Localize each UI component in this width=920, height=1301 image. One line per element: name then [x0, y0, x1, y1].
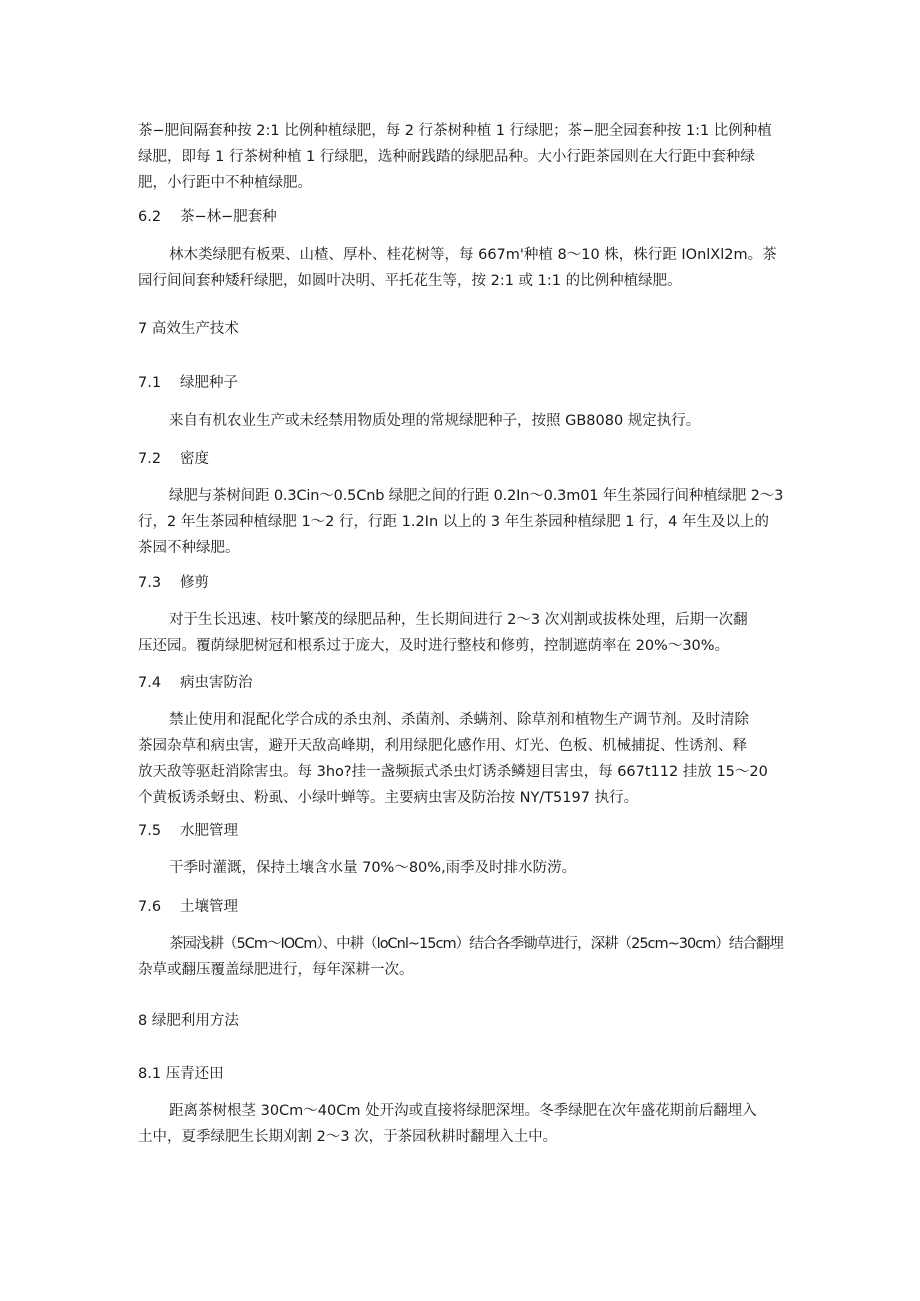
section-title: 土壤管理: [180, 899, 238, 915]
section-title: 茶−林−肥套种: [180, 209, 277, 225]
section-number: 7.4: [138, 675, 162, 691]
chapter-heading-8: 8 绿肥利用方法: [138, 1013, 239, 1029]
text-line: 茶园浅耕（5Cm～IOCm）、中耕（loCnl~15cm）结合各季锄草进行，深耕（25cm~30cm）结合翻埋: [169, 936, 783, 952]
section-number: 7.2: [138, 451, 162, 467]
section-number: 7.1: [138, 375, 162, 391]
text-line: 行，2 年生茶园种植绿肥 1～2 行，行距 1.2In 以上的 3 年生茶园种植绿肥 1 行，4 年生及以上的: [138, 514, 769, 530]
text-line: 林木类绿肥有板栗、山楂、厚朴、桂花树等，每 667m'种植 8～10 株，株行距 IOnlXl2m。茶: [169, 247, 777, 263]
section-number: 6.2: [138, 209, 162, 225]
text-line: 肥，小行距中不种植绿肥。: [138, 175, 312, 191]
section-number: 7.5: [138, 823, 162, 839]
text-line: 土中，夏季绿肥生长期刈割 2～3 次，于茶园秋耕时翻埋入土中。: [138, 1129, 558, 1145]
section-title: 修剪: [180, 575, 209, 591]
text-line: 绿肥，即每 1 行茶树种植 1 行绿肥，选种耐践踏的绿肥品种。大小行距茶园则在大行距中套种绿: [138, 149, 755, 165]
text-line: 对于生长迅速、枝叶繁茂的绿肥品种，生长期间进行 2～3 次刈割或拔株处理，后期一次翻: [169, 612, 748, 628]
text-line: 距离茶树根茎 30Cm～40Cm 处开沟或直接将绿肥深埋。冬季绿肥在次年盛花期前后翻埋入: [169, 1103, 757, 1119]
paragraph-7-2: [138, 483, 783, 561]
paragraph-7-3: [138, 607, 783, 659]
text-line: 绿肥与茶树间距 0.3Cin～0.5Cnb 绿肥之间的行距 0.2In～0.3m01 年生茶园行间种植绿肥 2～3: [169, 488, 784, 504]
text-line: 园行间间套种矮秆绿肥，如圆叶决明、平托花生等，按 2:1 或 1:1 的比例种植绿肥。: [138, 273, 682, 289]
paragraph-8-1: [138, 1098, 783, 1150]
text-line: 压还园。覆荫绿肥树冠和根系过于庞大，及时进行整枝和修剪，控制遮荫率在 20%～30%。: [138, 638, 730, 654]
text-line: 杂草或翻压覆盖绿肥进行，每年深耕一次。: [138, 962, 414, 978]
section-number: 7.3: [138, 575, 162, 591]
section-heading-7-5: [138, 820, 238, 842]
section-heading-8-1: 8.1 压青还田: [138, 1066, 224, 1082]
section-heading-7-4: [138, 672, 253, 694]
section-title: 水肥管理: [180, 823, 238, 839]
section-heading-6-2: [138, 206, 277, 228]
paragraph-7-4: [138, 707, 783, 811]
paragraph-7-5: [138, 855, 783, 881]
section-title: 病虫害防治: [180, 675, 253, 691]
section-title: 绿肥种子: [180, 375, 238, 391]
section-number: 7.6: [138, 899, 162, 915]
text-line: 干季时灌溉，保持土壤含水量 70%～80%,雨季及时排水防涝。: [169, 860, 577, 876]
section-heading-7-1: [138, 372, 238, 394]
paragraph-6-2: [138, 242, 783, 294]
chapter-heading-7: 7 高效生产技术: [138, 321, 239, 337]
section-title: 密度: [180, 451, 209, 467]
text-line: 禁止使用和混配化学合成的杀虫剂、杀菌剂、杀螨剂、除草剂和植物生产调节剂。及时清除: [169, 712, 749, 728]
paragraph-intercropping: [138, 118, 783, 196]
text-line: 茶园不种绿肥。: [138, 540, 240, 556]
section-heading-7-3: [138, 572, 209, 594]
text-line: 放天敌等驱赶消除害虫。每 3ho?挂一盏频振式杀虫灯诱杀鳞翅目害虫，每 667t112 挂放 15～20: [138, 764, 768, 780]
text-line: 茶园杂草和病虫害，避开天敌高峰期，利用绿肥化感作用、灯光、色板、机械捕捉、性诱剂、释: [138, 738, 747, 754]
paragraph-7-1: [138, 408, 783, 434]
section-heading-7-2: [138, 448, 209, 470]
paragraph-7-6: [138, 931, 783, 983]
text-line: 来自有机农业生产或未经禁用物质处理的常规绿肥种子，按照 GB8080 规定执行。: [169, 413, 701, 429]
text-line: 个黄板诱杀蚜虫、粉虱、小绿叶蝉等。主要病虫害及防治按 NY/T5197 执行。: [138, 790, 639, 806]
section-heading-7-6: [138, 896, 238, 918]
text-line: 茶−肥间隔套种按 2:1 比例种植绿肥，每 2 行茶树种植 1 行绿肥；茶−肥全园套种按 1:1 比例种植: [138, 123, 772, 139]
